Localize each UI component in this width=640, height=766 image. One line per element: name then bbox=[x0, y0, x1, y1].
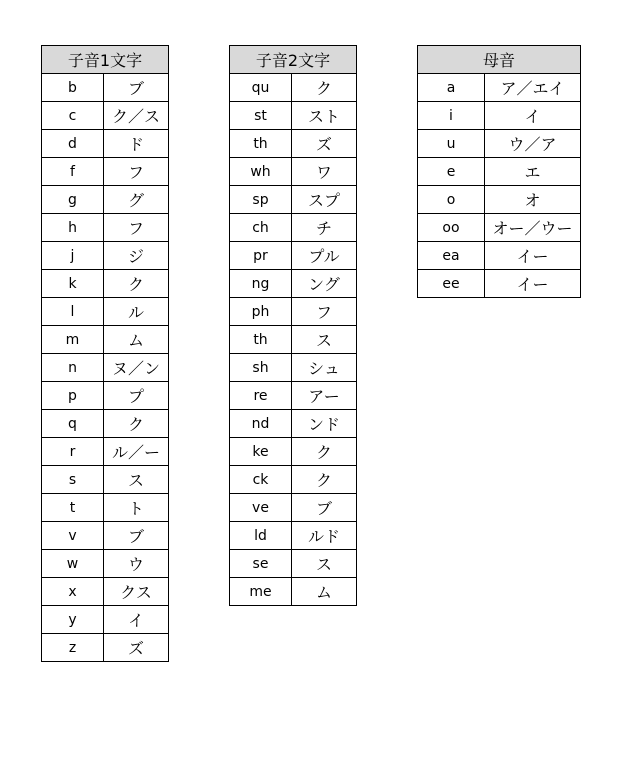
table-row bbox=[230, 522, 357, 550]
table-row bbox=[42, 382, 169, 410]
letter-cell: l bbox=[42, 298, 104, 326]
table-row bbox=[42, 410, 169, 438]
kana-cell: ズ bbox=[292, 130, 357, 158]
kana-cell: フ bbox=[292, 298, 357, 326]
kana-cell: ク／ス bbox=[104, 102, 169, 130]
letter-cell: o bbox=[418, 186, 485, 214]
kana-cell: フ bbox=[104, 214, 169, 242]
kana-cell: ス bbox=[104, 466, 169, 494]
letter-cell: u bbox=[418, 130, 485, 158]
kana-cell: イ bbox=[104, 606, 169, 634]
table-row bbox=[230, 186, 357, 214]
letter-cell: ke bbox=[230, 438, 292, 466]
table-row bbox=[230, 270, 357, 298]
table-row bbox=[230, 410, 357, 438]
kana-cell: ウ bbox=[104, 550, 169, 578]
table-row bbox=[418, 214, 581, 242]
kana-cell: ルド bbox=[292, 522, 357, 550]
kana-cell: ブ bbox=[292, 494, 357, 522]
table-row bbox=[42, 74, 169, 102]
table-row bbox=[230, 102, 357, 130]
kana-cell: チ bbox=[292, 214, 357, 242]
letter-cell: oo bbox=[418, 214, 485, 242]
letter-cell: r bbox=[42, 438, 104, 466]
kana-cell: シュ bbox=[292, 354, 357, 382]
table-row bbox=[42, 606, 169, 634]
table-row bbox=[42, 550, 169, 578]
table-row bbox=[42, 494, 169, 522]
kana-cell: ク bbox=[292, 466, 357, 494]
kana-cell: ブ bbox=[104, 522, 169, 550]
single-consonant-table bbox=[41, 45, 169, 662]
kana-cell: ヌ／ン bbox=[104, 354, 169, 382]
kana-cell: クス bbox=[104, 578, 169, 606]
letter-cell: s bbox=[42, 466, 104, 494]
kana-cell: フ bbox=[104, 158, 169, 186]
kana-cell: ク bbox=[292, 74, 357, 102]
letter-cell: y bbox=[42, 606, 104, 634]
letter-cell: h bbox=[42, 214, 104, 242]
letter-cell: e bbox=[418, 158, 485, 186]
table-row bbox=[42, 522, 169, 550]
letter-cell: ee bbox=[418, 270, 485, 298]
table-row bbox=[42, 326, 169, 354]
kana-cell: ル bbox=[104, 298, 169, 326]
table-row bbox=[42, 466, 169, 494]
table-row bbox=[418, 186, 581, 214]
kana-cell: ズ bbox=[104, 634, 169, 662]
table-row bbox=[418, 242, 581, 270]
letter-cell: v bbox=[42, 522, 104, 550]
table-row bbox=[418, 270, 581, 298]
table-header: 子音2文字 bbox=[230, 46, 357, 74]
kana-cell: エ bbox=[485, 158, 581, 186]
table-header: 子音1文字 bbox=[42, 46, 169, 74]
kana-cell: オー／ウー bbox=[485, 214, 581, 242]
letter-cell: i bbox=[418, 102, 485, 130]
table-row bbox=[418, 130, 581, 158]
kana-cell: オ bbox=[485, 186, 581, 214]
letter-cell: qu bbox=[230, 74, 292, 102]
letter-cell: wh bbox=[230, 158, 292, 186]
kana-cell: ンド bbox=[292, 410, 357, 438]
table-row bbox=[42, 354, 169, 382]
table-row bbox=[230, 494, 357, 522]
letter-cell: k bbox=[42, 270, 104, 298]
letter-cell: j bbox=[42, 242, 104, 270]
vowel-table bbox=[417, 45, 581, 298]
table-row bbox=[230, 298, 357, 326]
letter-cell: a bbox=[418, 74, 485, 102]
letter-cell: g bbox=[42, 186, 104, 214]
table-row bbox=[418, 102, 581, 130]
kana-cell: ウ／ア bbox=[485, 130, 581, 158]
letter-cell: th bbox=[230, 326, 292, 354]
kana-cell: ク bbox=[104, 270, 169, 298]
table-row bbox=[230, 382, 357, 410]
kana-cell: グ bbox=[104, 186, 169, 214]
letter-cell: ve bbox=[230, 494, 292, 522]
letter-cell: ch bbox=[230, 214, 292, 242]
table-row bbox=[230, 214, 357, 242]
kana-cell: ア／エイ bbox=[485, 74, 581, 102]
letter-cell: ea bbox=[418, 242, 485, 270]
kana-cell: ワ bbox=[292, 158, 357, 186]
table-row bbox=[230, 466, 357, 494]
letter-cell: ck bbox=[230, 466, 292, 494]
letter-cell: b bbox=[42, 74, 104, 102]
table-row bbox=[230, 242, 357, 270]
table-row bbox=[42, 130, 169, 158]
letter-cell: d bbox=[42, 130, 104, 158]
table-row bbox=[42, 270, 169, 298]
kana-cell: イー bbox=[485, 270, 581, 298]
letter-cell: t bbox=[42, 494, 104, 522]
table-row bbox=[42, 242, 169, 270]
table-row bbox=[418, 74, 581, 102]
letter-cell: w bbox=[42, 550, 104, 578]
table-row bbox=[230, 326, 357, 354]
letter-cell: ng bbox=[230, 270, 292, 298]
kana-cell: ク bbox=[292, 438, 357, 466]
letter-cell: nd bbox=[230, 410, 292, 438]
letter-cell: sp bbox=[230, 186, 292, 214]
table-row bbox=[42, 186, 169, 214]
kana-cell: ング bbox=[292, 270, 357, 298]
letter-cell: se bbox=[230, 550, 292, 578]
kana-cell: ス bbox=[292, 550, 357, 578]
letter-cell: ld bbox=[230, 522, 292, 550]
kana-cell: プ bbox=[104, 382, 169, 410]
letter-cell: x bbox=[42, 578, 104, 606]
kana-cell: ブ bbox=[104, 74, 169, 102]
letter-cell: st bbox=[230, 102, 292, 130]
kana-cell: ス bbox=[292, 326, 357, 354]
kana-cell: ト bbox=[104, 494, 169, 522]
kana-cell: ム bbox=[292, 578, 357, 606]
letter-cell: th bbox=[230, 130, 292, 158]
letter-cell: p bbox=[42, 382, 104, 410]
table-row bbox=[42, 298, 169, 326]
letter-cell: me bbox=[230, 578, 292, 606]
letter-cell: sh bbox=[230, 354, 292, 382]
table-row bbox=[230, 578, 357, 606]
letter-cell: z bbox=[42, 634, 104, 662]
table-row bbox=[42, 214, 169, 242]
kana-cell: ク bbox=[104, 410, 169, 438]
table-row bbox=[230, 550, 357, 578]
table-row bbox=[230, 354, 357, 382]
kana-cell: アー bbox=[292, 382, 357, 410]
table-header: 母音 bbox=[418, 46, 581, 74]
table-row bbox=[42, 634, 169, 662]
kana-cell: プル bbox=[292, 242, 357, 270]
letter-cell: n bbox=[42, 354, 104, 382]
table-row bbox=[230, 130, 357, 158]
kana-cell: ル／ー bbox=[104, 438, 169, 466]
table-row bbox=[42, 578, 169, 606]
letter-cell: f bbox=[42, 158, 104, 186]
table-row bbox=[42, 102, 169, 130]
kana-cell: イー bbox=[485, 242, 581, 270]
kana-cell: イ bbox=[485, 102, 581, 130]
table-row bbox=[230, 158, 357, 186]
letter-cell: re bbox=[230, 382, 292, 410]
double-consonant-table bbox=[229, 45, 357, 606]
table-row bbox=[230, 74, 357, 102]
kana-cell: スプ bbox=[292, 186, 357, 214]
table-row bbox=[42, 158, 169, 186]
letter-cell: m bbox=[42, 326, 104, 354]
kana-cell: ド bbox=[104, 130, 169, 158]
letter-cell: c bbox=[42, 102, 104, 130]
table-row bbox=[42, 438, 169, 466]
table-row bbox=[418, 158, 581, 186]
table-row bbox=[230, 438, 357, 466]
letter-cell: q bbox=[42, 410, 104, 438]
kana-cell: スト bbox=[292, 102, 357, 130]
letter-cell: pr bbox=[230, 242, 292, 270]
letter-cell: ph bbox=[230, 298, 292, 326]
kana-cell: ジ bbox=[104, 242, 169, 270]
kana-cell: ム bbox=[104, 326, 169, 354]
